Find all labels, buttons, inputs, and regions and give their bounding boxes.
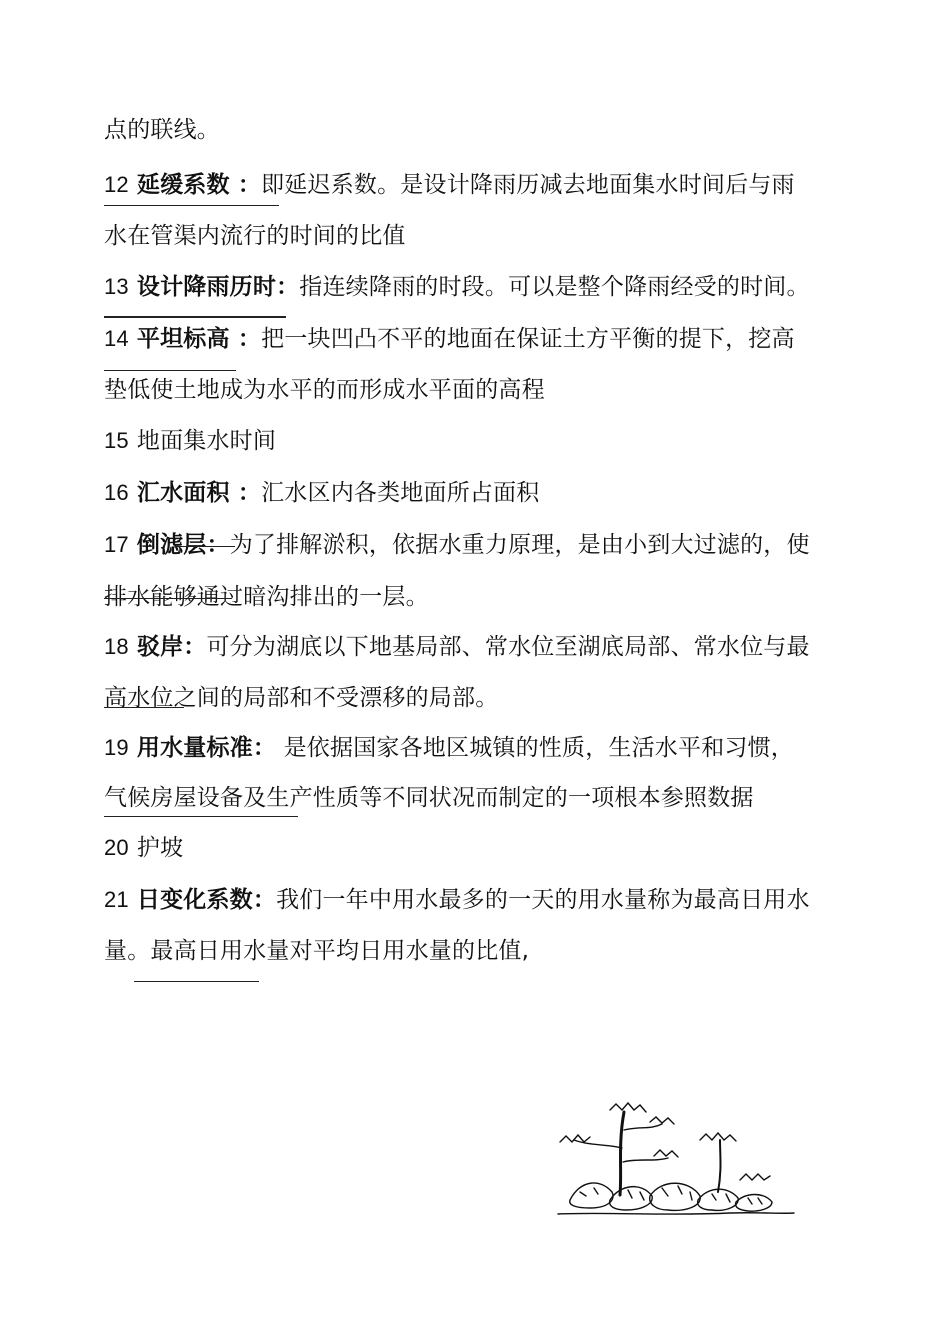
entry-separator: ：	[276, 274, 300, 300]
entry-14	[104, 324, 795, 354]
text-line	[104, 221, 406, 251]
entry-term: 设计降雨历时	[136, 274, 277, 300]
entry-separator: ：	[183, 634, 207, 660]
entry-term: 倒滤层	[136, 532, 207, 558]
entry-text: 排水能够通过暗沟排出的一层。	[104, 584, 429, 610]
text-line	[104, 936, 529, 966]
underline-rule	[134, 981, 259, 982]
entry-17	[104, 530, 810, 560]
entry-text: 高水位之间的局部和不受漂移的局部。	[104, 685, 499, 711]
entry-separator: ：	[252, 887, 277, 913]
underline-rule	[104, 370, 236, 371]
entry-term: 汇水面积	[136, 480, 230, 506]
entry-separator: ：	[252, 735, 277, 761]
entry-number: 19	[104, 735, 129, 760]
entry-term: 平坦标高	[136, 326, 230, 352]
entry-text: 我们一年中用水最多的一天的用水量称为最高日用水	[276, 887, 810, 913]
entry-text: 为了排解淤积，依据水重力原理，是由小到大过滤的，使	[229, 532, 810, 558]
entry-text: 地面集水时间	[136, 428, 277, 454]
entry-term: 驳岸	[136, 634, 184, 660]
entry-text: 量。最高日用水量对平均日用水量的比值,	[104, 938, 530, 964]
entry-separator: ：	[206, 532, 230, 558]
entry-number: 21	[104, 887, 129, 912]
underline-rule	[104, 816, 298, 817]
entry-number: 13	[104, 274, 129, 299]
entry-text: 水在管渠内流行的时间的比值	[104, 223, 406, 249]
underline-rule	[104, 707, 184, 708]
entry-20	[104, 833, 183, 863]
entry-separator: ：	[229, 480, 262, 506]
entry-16	[104, 478, 540, 508]
entry-text: 气候房屋设备及生产性质等不同状况而制定的一项根本参照数据	[104, 785, 754, 811]
text-line	[104, 683, 498, 713]
strike-line	[175, 546, 235, 547]
entry-number: 20	[104, 835, 129, 860]
entry-text: 垫低使土地成为水平的而形成水平面的高程	[104, 377, 545, 403]
entry-text: 是依据国家各地区城镇的性质，生活水平和习惯，	[276, 735, 794, 761]
entry-term: 用水量标准	[136, 735, 253, 761]
entry-text: 指连续降雨的时段。可以是整个降雨经受的时间。	[299, 274, 810, 300]
entry-separator: ：	[229, 326, 262, 352]
underline-rule	[104, 205, 279, 206]
entry-term: 日变化系数	[136, 887, 253, 913]
text-line	[104, 783, 754, 813]
entry-term: 延缓系数	[136, 172, 230, 198]
entry-number: 16	[104, 480, 129, 505]
entry-separator: ：	[229, 172, 262, 198]
entry-18	[104, 632, 810, 662]
underline-rule	[104, 316, 286, 318]
entry-text: 把一块凹凸不平的地面在保证土方平衡的提下，挖高	[261, 326, 795, 352]
entry-number: 12	[104, 172, 129, 197]
entry-number: 18	[104, 634, 129, 659]
entry-number: 15	[104, 428, 129, 453]
entry-19	[104, 733, 794, 763]
entry-text: 护坡	[136, 835, 184, 861]
entry-text: 即延迟系数。是设计降雨历减去地面集水时间后与雨	[261, 172, 795, 198]
text-line	[104, 115, 220, 145]
entry-text: 汇水区内各类地面所占面积	[261, 480, 540, 506]
entry-text: 可分为湖底以下地基局部、常水位至湖底局部、常水位与最	[206, 634, 810, 660]
entry-21	[104, 885, 810, 915]
entry-15	[104, 426, 276, 456]
text-line	[104, 375, 545, 405]
entry-13	[104, 272, 810, 302]
strike-line	[104, 598, 232, 599]
text-line	[104, 582, 429, 612]
landscape-illustration	[550, 1100, 800, 1220]
entry-text: 点的联线。	[104, 117, 220, 143]
entry-number: 17	[104, 532, 129, 557]
entry-12	[104, 170, 795, 200]
entry-number: 14	[104, 326, 129, 351]
